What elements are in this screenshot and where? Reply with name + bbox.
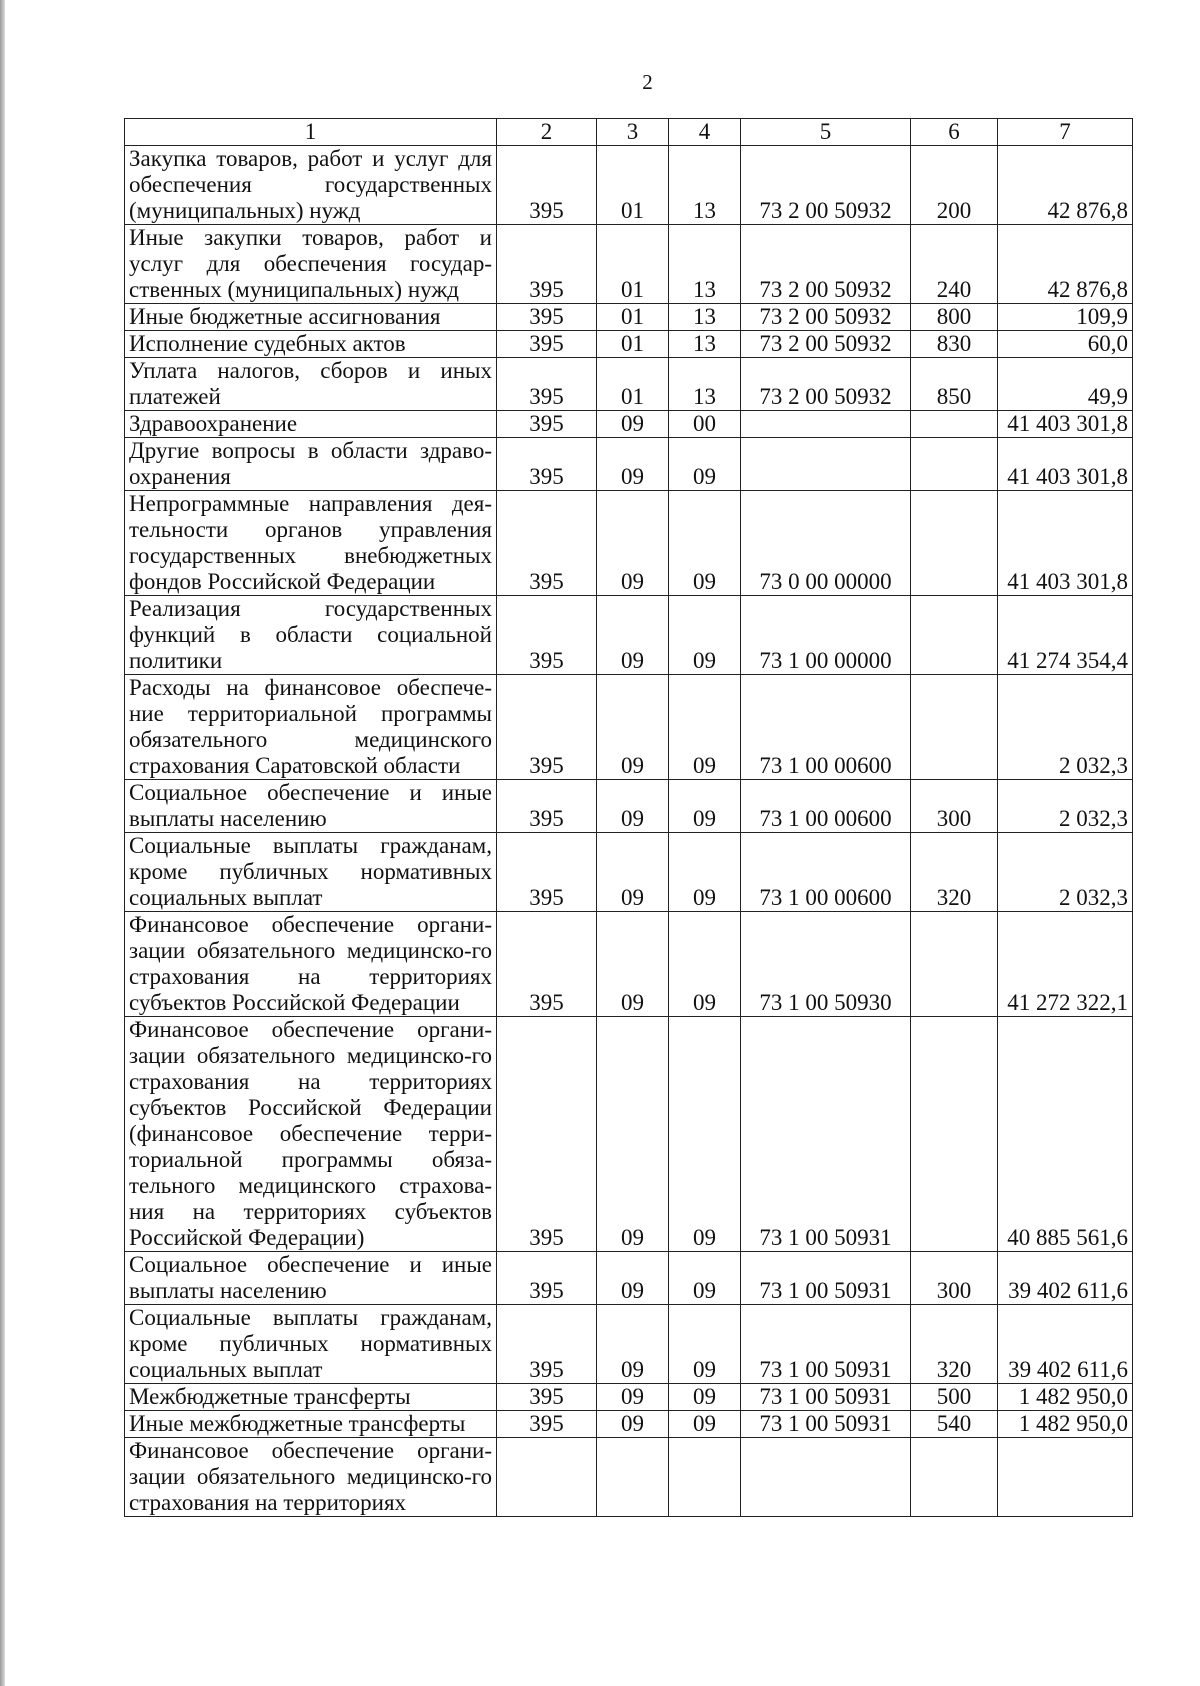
cell-amount: 39 402 611,6 <box>998 1252 1133 1305</box>
cell-target-article: 73 0 00 00000 <box>741 491 911 596</box>
cell-admin-code: 395 <box>497 225 597 304</box>
cell-admin-code: 395 <box>497 304 597 331</box>
cell-section: 09 <box>597 1305 669 1384</box>
cell-expense-type: 300 <box>911 1252 998 1305</box>
cell-expense-type: 850 <box>911 358 998 411</box>
cell-admin-code: 395 <box>497 675 597 780</box>
cell-admin-code: 395 <box>497 1305 597 1384</box>
cell-expense-type: 320 <box>911 1305 998 1384</box>
header-col-3: 3 <box>597 119 669 146</box>
cell-admin-code: 395 <box>497 833 597 912</box>
cell-subsection: 09 <box>669 912 741 1017</box>
cell-section: 09 <box>597 833 669 912</box>
cell-subsection: 09 <box>669 1384 741 1411</box>
cell-target-article: 73 2 00 50932 <box>741 304 911 331</box>
cell-amount: 1 482 950,0 <box>998 1411 1133 1438</box>
cell-target-article <box>741 1438 911 1517</box>
cell-admin-code: 395 <box>497 1411 597 1438</box>
table-row <box>125 912 1133 1017</box>
table-row <box>125 675 1133 780</box>
cell-target-article <box>741 411 911 438</box>
header-col-6: 6 <box>911 119 998 146</box>
cell-subsection <box>669 1438 741 1517</box>
cell-expense-type: 500 <box>911 1384 998 1411</box>
cell-section: 09 <box>597 1252 669 1305</box>
cell-expense-type: 240 <box>911 225 998 304</box>
table-row <box>125 491 1133 596</box>
table-header <box>125 119 1133 146</box>
cell-amount: 2 032,3 <box>998 833 1133 912</box>
cell-subsection: 09 <box>669 1411 741 1438</box>
cell-admin-code: 395 <box>497 438 597 491</box>
header-col-4: 4 <box>669 119 741 146</box>
cell-admin-code: 395 <box>497 780 597 833</box>
table-row <box>125 146 1133 225</box>
header-col-5: 5 <box>741 119 911 146</box>
cell-description: Иные бюджетные ассигнования <box>125 304 497 331</box>
cell-expense-type: 300 <box>911 780 998 833</box>
cell-subsection: 09 <box>669 780 741 833</box>
cell-amount: 41 403 301,8 <box>998 438 1133 491</box>
cell-description: Реализация государственных функций в области социальной политики <box>125 596 497 675</box>
cell-description: Социальное обеспечение и иные выплаты населению <box>125 780 497 833</box>
cell-target-article: 73 2 00 50932 <box>741 146 911 225</box>
cell-expense-type <box>911 491 998 596</box>
table-row <box>125 1305 1133 1384</box>
cell-admin-code: 395 <box>497 358 597 411</box>
cell-description: Социальные выплаты гражданам, кроме публичных нормативных социальных выплат <box>125 1305 497 1384</box>
cell-target-article: 73 1 00 50931 <box>741 1252 911 1305</box>
cell-expense-type <box>911 675 998 780</box>
cell-subsection: 13 <box>669 225 741 304</box>
cell-section: 09 <box>597 1017 669 1252</box>
cell-expense-type <box>911 438 998 491</box>
cell-section: 01 <box>597 304 669 331</box>
table-row <box>125 438 1133 491</box>
cell-description: Расходы на финансовое обеспече-ние территориальной программы обязательного медицинского страхования Саратовской области <box>125 675 497 780</box>
cell-section: 09 <box>597 596 669 675</box>
cell-target-article: 73 1 00 50931 <box>741 1384 911 1411</box>
cell-target-article: 73 1 00 00600 <box>741 675 911 780</box>
cell-amount: 60,0 <box>998 331 1133 358</box>
cell-target-article: 73 1 00 00600 <box>741 780 911 833</box>
cell-subsection: 09 <box>669 596 741 675</box>
cell-subsection: 09 <box>669 675 741 780</box>
cell-section: 09 <box>597 1411 669 1438</box>
cell-admin-code: 395 <box>497 1252 597 1305</box>
cell-admin-code: 395 <box>497 596 597 675</box>
table-row <box>125 358 1133 411</box>
cell-admin-code: 395 <box>497 146 597 225</box>
cell-description: Иные межбюджетные трансферты <box>125 1411 497 1438</box>
cell-subsection: 09 <box>669 1017 741 1252</box>
table-row <box>125 1252 1133 1305</box>
cell-admin-code: 395 <box>497 1384 597 1411</box>
cell-expense-type <box>911 1438 998 1517</box>
cell-amount: 39 402 611,6 <box>998 1305 1133 1384</box>
cell-expense-type: 800 <box>911 304 998 331</box>
cell-section: 09 <box>597 675 669 780</box>
cell-amount: 41 403 301,8 <box>998 491 1133 596</box>
cell-target-article: 73 2 00 50932 <box>741 225 911 304</box>
cell-admin-code: 395 <box>497 491 597 596</box>
cell-target-article: 73 1 00 50931 <box>741 1411 911 1438</box>
cell-amount: 41 272 322,1 <box>998 912 1133 1017</box>
cell-target-article <box>741 438 911 491</box>
table-row <box>125 331 1133 358</box>
header-col-7: 7 <box>998 119 1133 146</box>
cell-subsection: 09 <box>669 833 741 912</box>
cell-expense-type: 830 <box>911 331 998 358</box>
cell-subsection: 13 <box>669 304 741 331</box>
cell-admin-code: 395 <box>497 331 597 358</box>
cell-amount: 42 876,8 <box>998 146 1133 225</box>
cell-target-article: 73 1 00 00000 <box>741 596 911 675</box>
scan-edge-shadow <box>0 0 5 1686</box>
table-row <box>125 780 1133 833</box>
cell-target-article: 73 1 00 00600 <box>741 833 911 912</box>
cell-admin-code: 395 <box>497 411 597 438</box>
cell-description: Финансовое обеспечение органи-зации обязательного медицинско-го страхования на территориях <box>125 1438 497 1517</box>
cell-section: 09 <box>597 912 669 1017</box>
cell-description: Закупка товаров, работ и услуг для обеспечения государственных (муниципальных) нужд <box>125 146 497 225</box>
cell-amount: 2 032,3 <box>998 780 1133 833</box>
cell-subsection: 13 <box>669 331 741 358</box>
cell-section: 09 <box>597 491 669 596</box>
cell-expense-type <box>911 596 998 675</box>
cell-admin-code: 395 <box>497 912 597 1017</box>
cell-expense-type <box>911 411 998 438</box>
cell-amount: 1 482 950,0 <box>998 1384 1133 1411</box>
budget-table <box>124 118 1133 1517</box>
cell-section: 01 <box>597 225 669 304</box>
table-body <box>125 146 1133 1517</box>
cell-description: Уплата налогов, сборов и иных платежей <box>125 358 497 411</box>
table-row <box>125 1384 1133 1411</box>
table-row <box>125 304 1133 331</box>
table-row <box>125 596 1133 675</box>
cell-amount: 42 876,8 <box>998 225 1133 304</box>
cell-section: 09 <box>597 438 669 491</box>
header-col-2: 2 <box>497 119 597 146</box>
page-number: 2 <box>642 70 653 94</box>
cell-amount: 41 274 354,4 <box>998 596 1133 675</box>
table-row <box>125 411 1133 438</box>
cell-subsection: 09 <box>669 438 741 491</box>
cell-amount: 2 032,3 <box>998 675 1133 780</box>
cell-admin-code <box>497 1438 597 1517</box>
cell-description: Непрограммные направления дея-тельности органов управления государственных внебюджетных фондов Российской Федерации <box>125 491 497 596</box>
cell-target-article: 73 1 00 50931 <box>741 1305 911 1384</box>
cell-description: Исполнение судебных актов <box>125 331 497 358</box>
header-col-1: 1 <box>125 119 497 146</box>
cell-expense-type: 320 <box>911 833 998 912</box>
cell-amount: 49,9 <box>998 358 1133 411</box>
cell-amount: 40 885 561,6 <box>998 1017 1133 1252</box>
cell-target-article: 73 2 00 50932 <box>741 358 911 411</box>
cell-section: 09 <box>597 411 669 438</box>
cell-amount <box>998 1438 1133 1517</box>
cell-description: Социальное обеспечение и иные выплаты населению <box>125 1252 497 1305</box>
cell-admin-code: 395 <box>497 1017 597 1252</box>
cell-subsection: 00 <box>669 411 741 438</box>
table-row <box>125 225 1133 304</box>
cell-expense-type: 540 <box>911 1411 998 1438</box>
cell-subsection: 13 <box>669 358 741 411</box>
cell-section: 09 <box>597 780 669 833</box>
cell-target-article: 73 1 00 50931 <box>741 1017 911 1252</box>
cell-expense-type <box>911 912 998 1017</box>
cell-subsection: 09 <box>669 491 741 596</box>
cell-amount: 109,9 <box>998 304 1133 331</box>
cell-expense-type <box>911 1017 998 1252</box>
cell-section <box>597 1438 669 1517</box>
cell-description: Здравоохранение <box>125 411 497 438</box>
table-row <box>125 1017 1133 1252</box>
cell-description: Финансовое обеспечение органи-зации обязательного медицинско-го страхования на территориях субъектов Российской Федерации <box>125 912 497 1017</box>
cell-description: Социальные выплаты гражданам, кроме публичных нормативных социальных выплат <box>125 833 497 912</box>
cell-amount: 41 403 301,8 <box>998 411 1133 438</box>
cell-target-article: 73 1 00 50930 <box>741 912 911 1017</box>
table-row <box>125 1438 1133 1517</box>
cell-section: 01 <box>597 146 669 225</box>
cell-subsection: 13 <box>669 146 741 225</box>
cell-section: 01 <box>597 358 669 411</box>
cell-description: Межбюджетные трансферты <box>125 1384 497 1411</box>
cell-target-article: 73 2 00 50932 <box>741 331 911 358</box>
cell-section: 01 <box>597 331 669 358</box>
table-row <box>125 833 1133 912</box>
cell-subsection: 09 <box>669 1252 741 1305</box>
table-row <box>125 1411 1133 1438</box>
cell-description: Иные закупки товаров, работ и услуг для обеспечения государ-ственных (муниципальных) нужд <box>125 225 497 304</box>
cell-section: 09 <box>597 1384 669 1411</box>
cell-expense-type: 200 <box>911 146 998 225</box>
header-row <box>125 119 1133 146</box>
cell-description: Другие вопросы в области здраво-охранения <box>125 438 497 491</box>
cell-description: Финансовое обеспечение органи-зации обязательного медицинско-го страхования на территориях субъектов Российской Федерации (финансовое обеспечение терри-ториальной программы обяза-тельного медицинского страхова-ния на территориях субъектов Российской Федерации) <box>125 1017 497 1252</box>
cell-subsection: 09 <box>669 1305 741 1384</box>
